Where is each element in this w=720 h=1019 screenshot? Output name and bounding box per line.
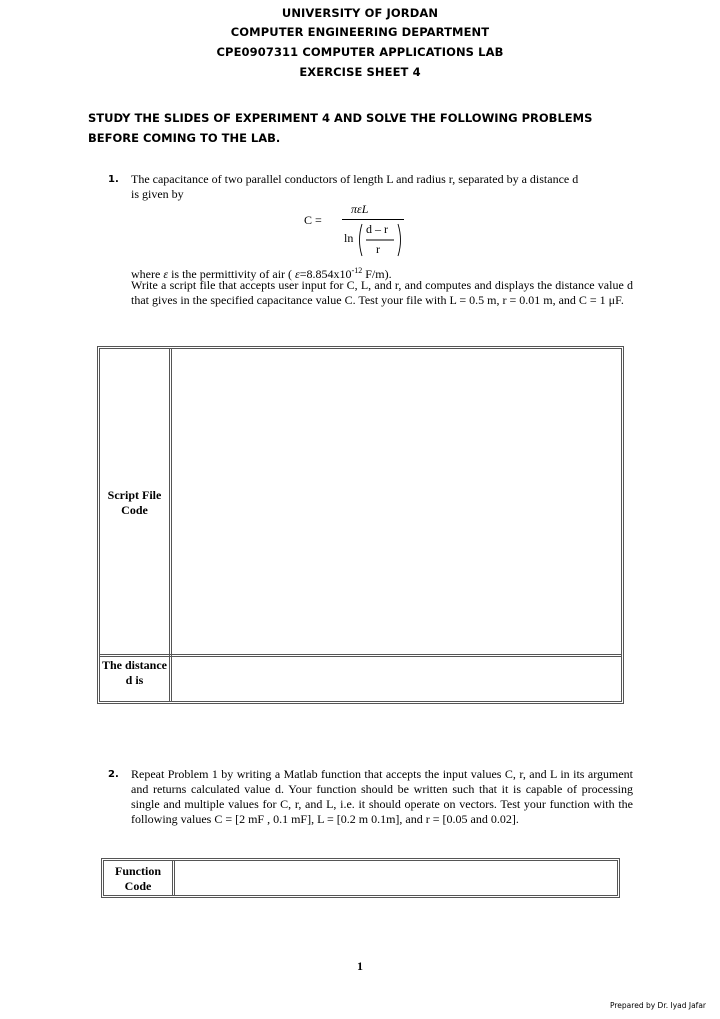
formula-inner-numerator: d – r: [366, 222, 388, 236]
instructions-line-2: BEFORE COMING TO THE LAB.: [88, 131, 281, 145]
epsilon-symbol: ε: [163, 267, 169, 281]
table-2-column-divider: [172, 861, 175, 895]
formula-numerator: πεL: [351, 202, 369, 216]
formula-inner-denominator: r: [376, 242, 380, 256]
where-prefix: where: [131, 267, 161, 281]
formula-lhs: C =: [304, 213, 322, 227]
problem-1-number: 1.: [108, 174, 119, 185]
page-number: 1: [357, 959, 363, 973]
where-mid: is the permittivity of air (: [171, 267, 293, 281]
header-department: COMPUTER ENGINEERING DEPARTMENT: [230, 25, 490, 39]
header-course: CPE0907311 COMPUTER APPLICATIONS LAB: [216, 45, 504, 59]
problem-2-number: 2.: [108, 769, 119, 780]
footer-author: Prepared by Dr. Iyad Jafar: [610, 1001, 706, 1010]
script-file-code-cell[interactable]: [173, 351, 619, 652]
where-unit: F/m).: [365, 267, 392, 281]
script-file-code-label: Script File Code: [107, 488, 162, 517]
where-exponent: -12: [351, 266, 363, 275]
problem-1-intro-line-1: The capacitance of two parallel conductors of length L and radius r, separated by a distance d: [131, 172, 579, 186]
table-1-column-divider: [169, 349, 172, 701]
where-value: =8.854x10: [299, 267, 352, 281]
problem-1-intro-line-2: is given by: [131, 187, 184, 201]
distance-d-label: The distance d is: [101, 658, 167, 687]
distance-d-cell[interactable]: [173, 658, 619, 698]
problem-1-body: Write a script file that accepts user input for C, L, and r, and computes and displays the distance value d that gives in the specified capacitance value C. Test your file with L = 0.5 m, r = 0.01 m, and C = 1 μF.: [131, 278, 633, 307]
problem-1-answer-table: [97, 346, 624, 704]
problem-2-answer-table: [101, 858, 620, 898]
table-1-row-divider: [100, 654, 621, 657]
problem-2-body: Repeat Problem 1 by writing a Matlab function that accepts the input values C, r, and L in its argument and returns calculated value d. Your function should be written such that it is capable of processing single and multiple values for C, r, and L, i.e. it should operate on vectors. Test your function with the following values C = [2 mF , 0.1 mF], L = [0.2 m 0.1m], and r = [0.05 and 0.02].: [131, 767, 633, 826]
epsilon-symbol-2: ε: [295, 267, 300, 281]
function-code-label: Function Code: [114, 864, 161, 893]
header-university: UNIVERSITY OF JORDAN: [281, 6, 439, 20]
formula-ln: ln: [344, 231, 354, 245]
formula-fraction-bar: [342, 219, 404, 220]
function-code-cell[interactable]: [176, 862, 616, 894]
header-sheet-title: EXERCISE SHEET 4: [299, 65, 421, 79]
instructions-line-1: STUDY THE SLIDES OF EXPERIMENT 4 AND SOLVE THE FOLLOWING PROBLEMS: [88, 111, 593, 125]
